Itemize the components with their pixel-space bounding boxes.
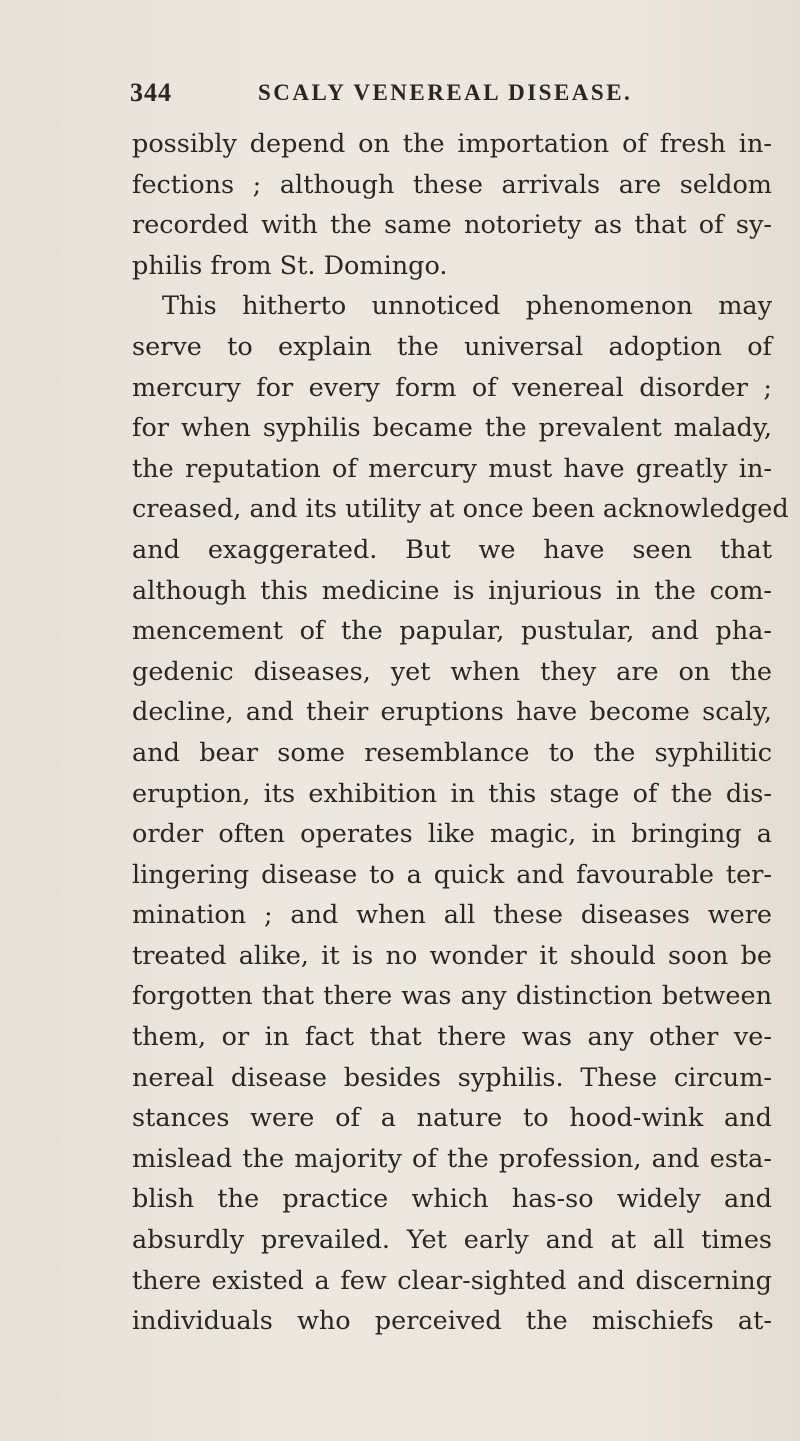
- text-line: eruption, its exhibition in this stage of the dis-: [132, 778, 772, 809]
- text-line: forgotten that there was any distinction between: [132, 981, 772, 1012]
- running-head: SCALY VENEREAL DISEASE.: [258, 80, 633, 105]
- text-line: mination ; and when all these diseases were: [132, 900, 772, 931]
- text-line: recorded with the same notoriety as that of sy-: [132, 210, 772, 241]
- text-line: mislead the majority of the profession, and esta-: [132, 1143, 772, 1174]
- text-line: possibly depend on the importation of fresh in-: [132, 129, 772, 159]
- text-line: treated alike, it is no wonder it should soon be: [132, 940, 772, 971]
- text-line: decline, and their eruptions have become scaly,: [132, 697, 772, 728]
- text-line: the reputation of mercury must have greatly in-: [132, 453, 772, 484]
- text-line: fections ; although these arrivals are seldom: [132, 169, 772, 200]
- text-line: creased, and its utility at once been acknowledged: [132, 494, 789, 525]
- paragraph-start-line: This hitherto unnoticed phenomenon may: [162, 291, 772, 322]
- text-line: serve to explain the universal adoption of: [132, 331, 772, 362]
- page-number: 344: [130, 78, 172, 107]
- text-line: lingering disease to a quick and favourable ter-: [132, 859, 772, 890]
- body-text: [132, 124, 789, 1342]
- text-line: order often operates like magic, in bringing a: [132, 819, 772, 850]
- text-line: and exaggerated. But we have seen that: [132, 534, 772, 565]
- text-line: and bear some resemblance to the syphilitic: [132, 737, 772, 768]
- text-line: blish the practice which has-so widely and: [132, 1184, 772, 1215]
- text-line: gedenic diseases, yet when they are on the: [132, 656, 772, 687]
- text-line: philis from St. Domingo.: [132, 250, 448, 281]
- text-line: individuals who perceived the mischiefs at-: [132, 1306, 772, 1337]
- text-line: for when syphilis became the prevalent malady,: [132, 413, 772, 444]
- text-line: mercury for every form of venereal disorder ;: [132, 372, 772, 403]
- page-header: [130, 78, 770, 118]
- text-line: them, or in fact that there was any other ve-: [132, 1022, 772, 1053]
- text-line: although this medicine is injurious in the com-: [132, 575, 772, 606]
- text-line: absurdly prevailed. Yet early and at all times: [132, 1225, 772, 1256]
- text-line: mencement of the papular, pustular, and pha-: [132, 616, 772, 647]
- text-line: nereal disease besides syphilis. These circum-: [132, 1062, 772, 1093]
- text-line: stances were of a nature to hood-wink and: [132, 1103, 772, 1134]
- text-line: there existed a few clear-sighted and discerning: [132, 1265, 772, 1296]
